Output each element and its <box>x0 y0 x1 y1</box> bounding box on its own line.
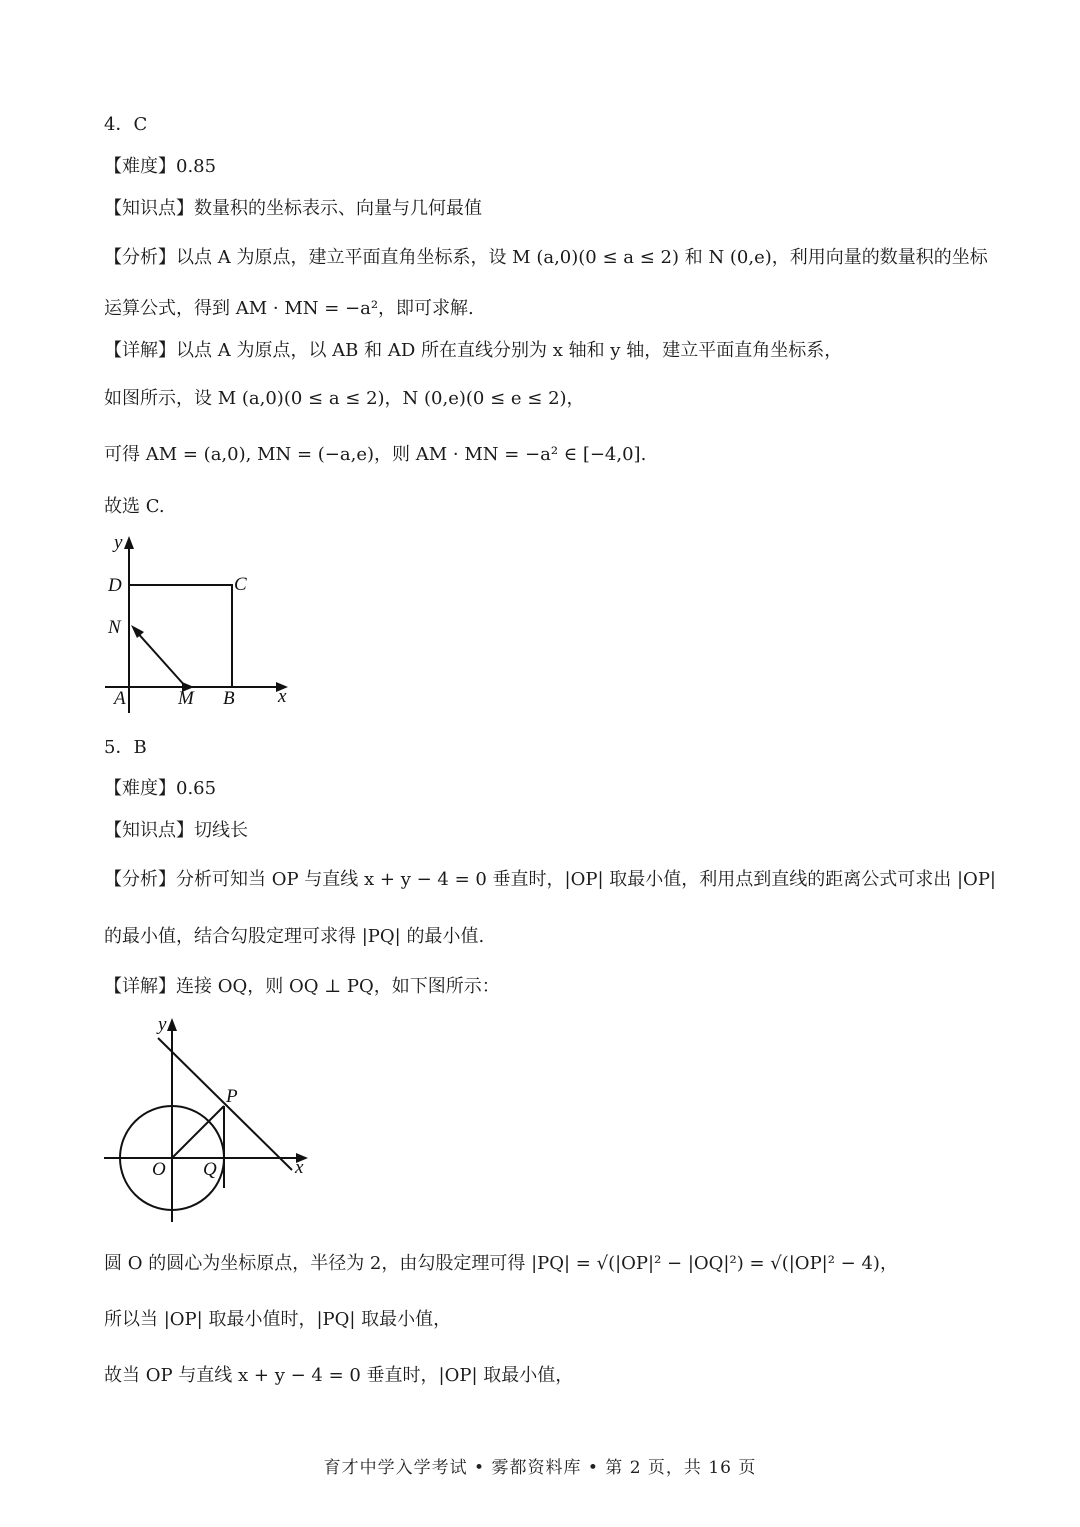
q5-label-q: Q <box>203 1159 217 1180</box>
q4-analysis-2: 运算公式，得到 AM · MN = −a²，即可求解. <box>104 298 474 319</box>
q4-detail-3: 可得 AM = (a,0), MN = (−a,e)，则 AM · MN = −a² ∈ [−4,0]. <box>104 444 647 465</box>
q5-y-arrow <box>167 1018 177 1031</box>
q4-label-c: C <box>234 574 247 595</box>
q4-rect-top-right <box>129 585 232 687</box>
q5-title: 5．B <box>104 737 147 758</box>
q4-label-d: D <box>108 575 122 596</box>
q4-difficulty: 【难度】0.85 <box>104 156 217 177</box>
q4-detail-2: 如图所示，设 M (a,0)(0 ≤ a ≤ 2)，N (0,e)(0 ≤ e ≤ 2)， <box>104 388 585 409</box>
q5-detail-1: 【详解】连接 OQ，则 OQ ⊥ PQ，如下图所示： <box>104 976 500 997</box>
q4-detail-1: 【详解】以点 A 为原点，以 AB 和 AD 所在直线分别为 x 轴和 y 轴，建立平面直角坐标系， <box>104 340 843 361</box>
q5-detail-4: 故当 OP 与直线 x + y − 4 = 0 垂直时，|OP| 取最小值， <box>104 1365 574 1386</box>
q4-vector-mn <box>135 630 186 687</box>
q5-label-x: x <box>295 1157 304 1178</box>
q5-figure <box>100 1012 315 1227</box>
q5-label-p: P <box>226 1086 238 1107</box>
q4-conclusion: 故选 C. <box>104 496 165 517</box>
q5-difficulty: 【难度】0.65 <box>104 778 217 799</box>
q5-detail-2: 圆 O 的圆心为坐标原点，半径为 2，由勾股定理可得 |PQ| = √(|OP|² − |OQ|²) = √(|OP|² − 4)， <box>104 1253 898 1274</box>
q4-title: 4．C <box>104 114 148 135</box>
q5-analysis-2: 的最小值，结合勾股定理可求得 |PQ| 的最小值. <box>104 926 485 947</box>
q5-label-y: y <box>158 1014 167 1035</box>
q4-label-y: y <box>114 532 123 553</box>
q4-knowledge: 【知识点】数量积的坐标表示、向量与几何最值 <box>104 198 482 219</box>
q5-detail-3: 所以当 |OP| 取最小值时，|PQ| 取最小值， <box>104 1309 452 1330</box>
q4-label-n: N <box>108 617 121 638</box>
q4-analysis-1: 【分析】以点 A 为原点，建立平面直角坐标系，设 M (a,0)(0 ≤ a ≤ 2) 和 N (0,e)，利用向量的数量积的坐标 <box>104 247 988 268</box>
q4-label-a: A <box>114 688 126 709</box>
q5-analysis-1: 【分析】分析可知当 OP 与直线 x + y − 4 = 0 垂直时，|OP| 取最小值，利用点到直线的距离公式可求出 |OP| <box>104 869 996 890</box>
q4-vector-arrowhead <box>131 625 144 638</box>
page-footer: 育才中学入学考试 • 雾都资料库 • 第 2 页，共 16 页 <box>323 1458 757 1478</box>
q4-label-m: M <box>178 688 194 709</box>
q4-y-arrow <box>124 536 134 549</box>
q4-label-x: x <box>278 686 287 707</box>
q5-knowledge: 【知识点】切线长 <box>104 820 248 841</box>
q4-label-b: B <box>223 688 235 709</box>
q4-figure <box>100 532 300 717</box>
q5-label-o: O <box>152 1159 166 1180</box>
